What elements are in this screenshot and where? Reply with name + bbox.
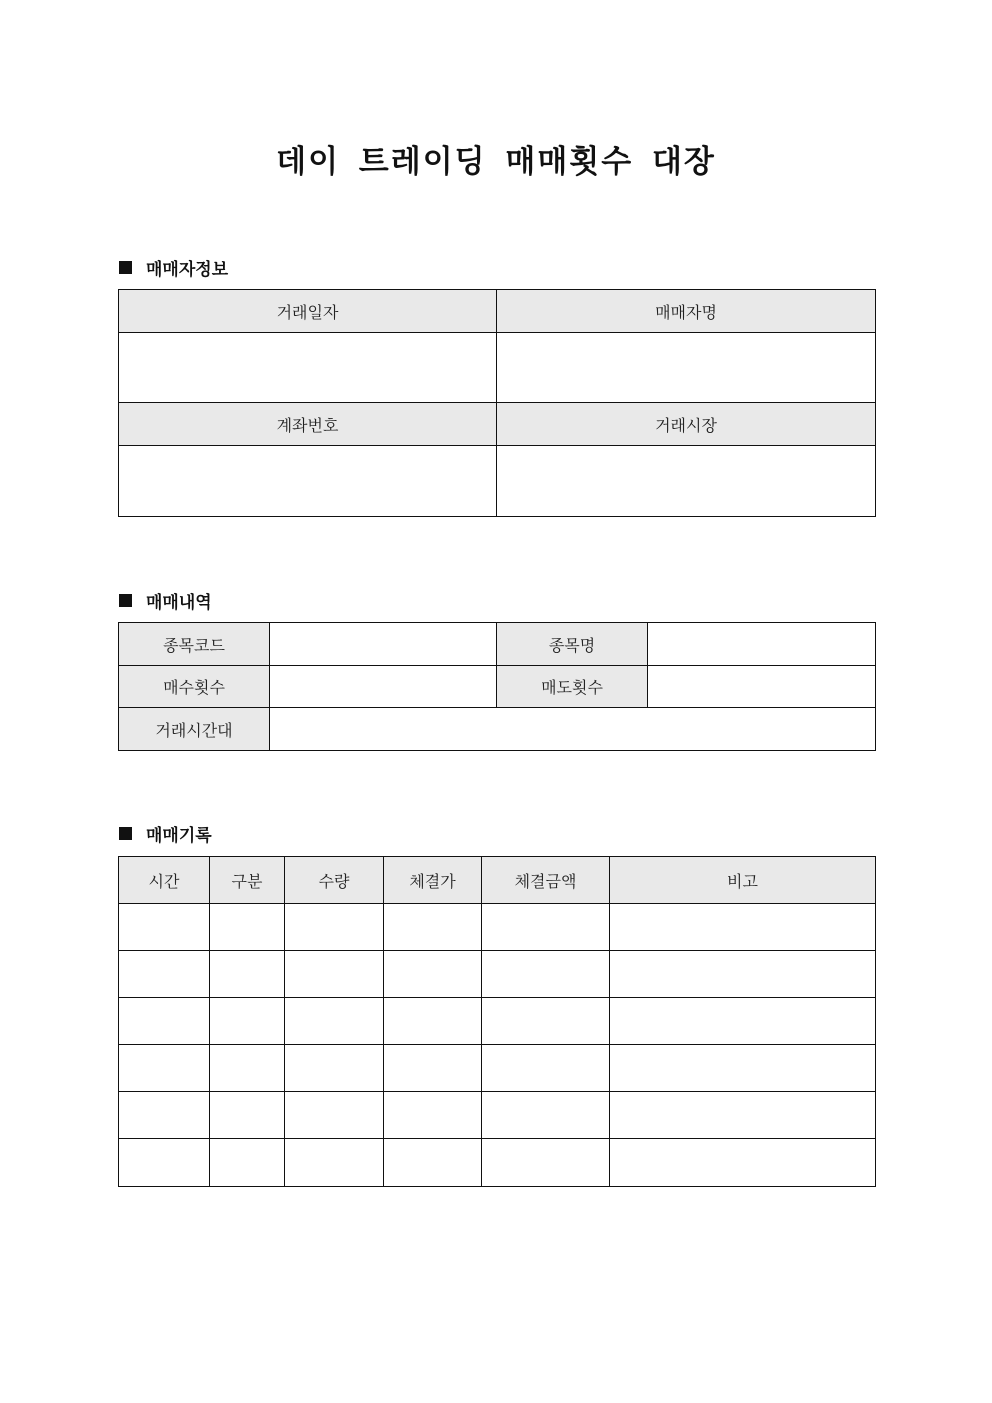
cell-remarks[interactable] [610,1092,876,1139]
column-header-remarks: 비고 [610,857,876,904]
table-row [119,998,876,1045]
cell-remarks[interactable] [610,951,876,998]
section-heading-trade-records [119,821,212,846]
square-bullet-icon [119,261,132,274]
table-row [119,951,876,998]
field-stock-name[interactable] [648,623,876,666]
field-trading-hours[interactable] [270,708,876,751]
cell-remarks[interactable] [610,904,876,951]
square-bullet-icon [119,827,132,840]
column-header-amount: 체결금액 [482,857,610,904]
section-heading-trade-details [119,588,212,613]
cell-type[interactable] [210,1092,285,1139]
cell-remarks[interactable] [610,1139,876,1187]
label-buy-count: 매수횟수 [119,666,270,708]
cell-price[interactable] [384,951,482,998]
cell-type[interactable] [210,1139,285,1187]
cell-type[interactable] [210,951,285,998]
label-sell-count: 매도횟수 [497,666,648,708]
table-row [119,904,876,951]
label-stock-name: 종목명 [497,623,648,666]
label-trade-date: 거래일자 [119,290,497,333]
cell-time[interactable] [119,998,210,1045]
cell-remarks[interactable] [610,1045,876,1092]
field-sell-count[interactable] [648,666,876,708]
cell-time[interactable] [119,1045,210,1092]
column-header-price: 체결가 [384,857,482,904]
column-header-time: 시간 [119,857,210,904]
table-row [119,1139,876,1187]
field-trader-name[interactable] [497,333,876,403]
field-account-number[interactable] [119,446,497,517]
cell-amount[interactable] [482,998,610,1045]
cell-amount[interactable] [482,1092,610,1139]
section-title: 매매기록 [146,826,212,846]
label-stock-code: 종목코드 [119,623,270,666]
label-market: 거래시장 [497,403,876,446]
table-row [119,1092,876,1139]
field-market[interactable] [497,446,876,517]
cell-type[interactable] [210,998,285,1045]
cell-price[interactable] [384,904,482,951]
trade-details-table [118,622,876,751]
cell-amount[interactable] [482,904,610,951]
cell-quantity[interactable] [285,1045,384,1092]
cell-amount[interactable] [482,1045,610,1092]
cell-price[interactable] [384,1139,482,1187]
cell-price[interactable] [384,1045,482,1092]
cell-quantity[interactable] [285,904,384,951]
cell-amount[interactable] [482,951,610,998]
cell-time[interactable] [119,1092,210,1139]
cell-time[interactable] [119,951,210,998]
field-stock-code[interactable] [270,623,497,666]
column-header-quantity: 수량 [285,857,384,904]
column-header-type: 구분 [210,857,285,904]
section-title: 매매자정보 [146,260,229,280]
square-bullet-icon [119,594,132,607]
trader-info-table [118,289,876,517]
table-row [119,1045,876,1092]
document-title: 데이 트레이딩 매매횟수 대장 [276,144,716,180]
cell-time[interactable] [119,904,210,951]
cell-price[interactable] [384,998,482,1045]
cell-quantity[interactable] [285,1092,384,1139]
section-title: 매매내역 [146,593,212,613]
section-heading-trader-info [119,255,228,280]
label-trader-name: 매매자명 [497,290,876,333]
cell-time[interactable] [119,1139,210,1187]
cell-remarks[interactable] [610,998,876,1045]
cell-quantity[interactable] [285,1139,384,1187]
cell-type[interactable] [210,904,285,951]
cell-price[interactable] [384,1092,482,1139]
label-account-number: 계좌번호 [119,403,497,446]
cell-type[interactable] [210,1045,285,1092]
trade-records-table [118,856,876,1187]
cell-quantity[interactable] [285,998,384,1045]
label-trading-hours: 거래시간대 [119,708,270,751]
cell-amount[interactable] [482,1139,610,1187]
cell-quantity[interactable] [285,951,384,998]
field-buy-count[interactable] [270,666,497,708]
field-trade-date[interactable] [119,333,497,403]
